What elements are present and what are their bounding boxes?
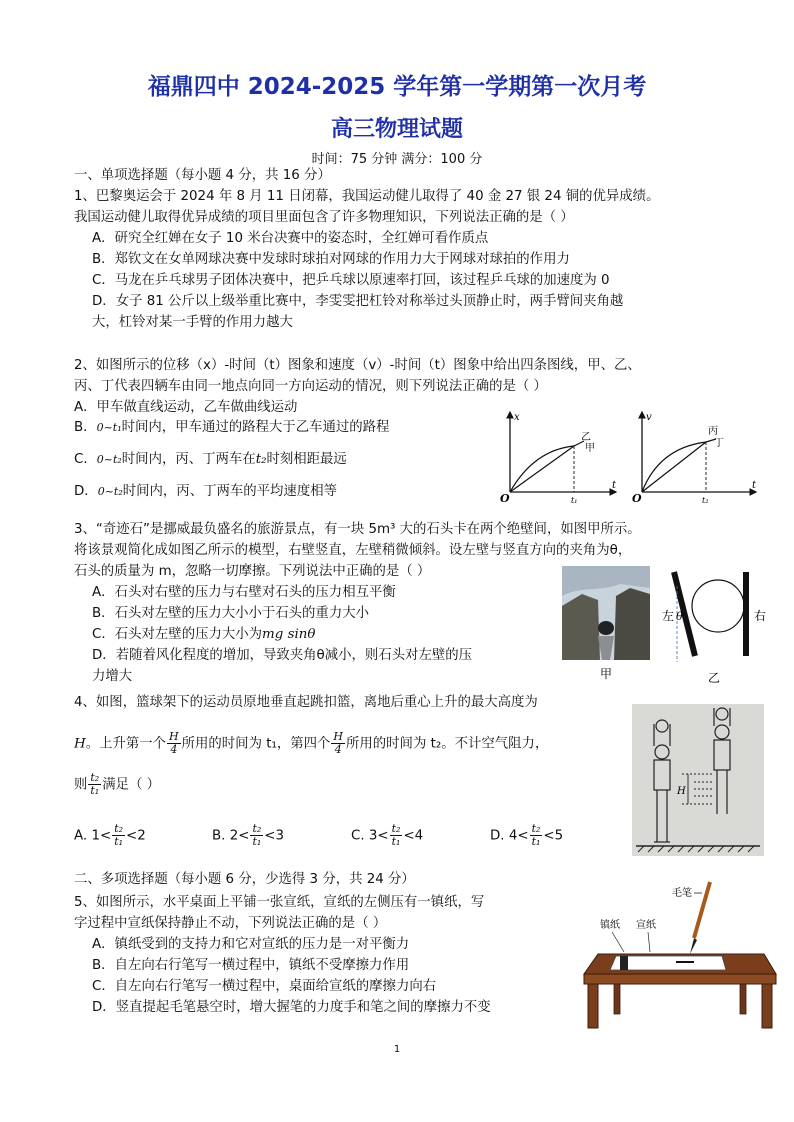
q2-stem-line1: 2、如图所示的位移（x）-时间（t）图象和速度（v）-时间（t）图象中给出四条图线，甲、乙、 <box>74 358 641 373</box>
q4-option-c-pre: C. 3< <box>351 828 389 844</box>
vt-graph <box>632 412 757 504</box>
q2-motion-graphs <box>494 408 774 504</box>
q3-option-c-text: C．石头对左壁的压力大小为 <box>92 627 263 642</box>
q4-basketball-figure <box>632 704 764 856</box>
q1-option-b: B．郑钦文在女单网球决赛中发球时球拍对网球的作用力大于网球对球拍的作用力 <box>92 252 570 267</box>
vt-v-label: v <box>646 412 652 423</box>
q1-option-c: C．马龙在乒乓球男子团体决赛中，把乒乓球以原速率打回，该过程乒乓球的加速度为 0 <box>92 273 610 288</box>
q2-option-c-time: t₂ <box>255 452 267 467</box>
section-multi-choice: 二、多项选择题（每小题 6 分，少选得 3 分，共 24 分） <box>74 872 415 887</box>
q4-option-b <box>212 823 284 848</box>
xt-label-jia: 甲 <box>585 443 595 454</box>
q4-option-d-post: <5 <box>543 828 564 844</box>
xt-label-yi: 乙 <box>581 432 591 443</box>
q2-option-c-range: 0~t₂ <box>96 453 122 466</box>
q3-option-b: B．石头对左壁的压力大小小于石头的重力大小 <box>92 606 369 621</box>
xt-line-jia <box>510 446 574 492</box>
q3-figure <box>560 566 780 684</box>
q4-stem-line2 <box>74 731 548 756</box>
vt-label-ding: 丁 <box>714 438 724 449</box>
q5-table-leg <box>588 984 598 1028</box>
q4-b-num: t₂ <box>252 822 262 835</box>
q4-stem-part-b: 所用的时间为 t₁，第四个 <box>181 736 331 752</box>
vt-t2-label: t₂ <box>702 496 709 504</box>
q4-stem-part-d: 则 <box>74 777 88 793</box>
q4-fraction-h4-first <box>167 731 181 756</box>
q5-paperweight <box>620 956 628 970</box>
q1-option-d-line1: D．女子 81 公斤以上级举重比赛中，李雯雯把杠铃对称举过头顶静止时，两手臂间夹角越 <box>92 294 624 309</box>
page-number: 1 <box>393 1044 401 1055</box>
q4-d-num: t₂ <box>531 822 541 835</box>
q4-option-a <box>74 823 146 848</box>
xt-graph <box>500 412 617 504</box>
q3-label-left: 左 <box>662 609 675 623</box>
xt-origin: O <box>500 492 510 504</box>
q2-option-b-label: B． <box>74 420 97 435</box>
q4-option-b-pre: B. 2< <box>212 828 250 844</box>
q3-stem-line1: 3、“奇迹石”是挪威最负盛名的旅游景点，有一块 5m³ 大的石头卡在两个绝壁间，如图甲所示。 <box>74 522 641 537</box>
q3-photo-jia <box>562 566 650 660</box>
exam-title: 福鼎四中 2024-2025 学年第一学期第一次月考 <box>147 74 647 100</box>
exam-subtitle: 高三物理试题 <box>330 117 463 142</box>
q4-fraction-h4-fourth <box>331 731 345 756</box>
q1-option-a: A．研究全红婵在女子 10 米台决赛中的姿态时，全红婵可看作质点 <box>92 231 489 246</box>
q5-label-paper: 宣纸 <box>636 920 656 931</box>
q4-fig-height-label: H <box>677 786 686 797</box>
q4-ratio-den: t₁ <box>90 784 100 797</box>
q4-frac1-den: 4 <box>170 743 178 756</box>
q4-a-den: t₁ <box>114 835 124 848</box>
q4-frac2-den: 4 <box>334 743 342 756</box>
q2-option-c <box>74 450 347 470</box>
q3-option-c-formula: mg sinθ <box>262 627 316 642</box>
q2-option-b-text: 时间内，甲车通过的路程大于乙车通过的路程 <box>121 420 390 435</box>
q4-option-a-ratio <box>112 823 125 848</box>
q2-option-c-text2: 时刻相距最远 <box>266 452 347 467</box>
q5-stem-line2: 字过程中宣纸保持静止不动，下列说法正确的是（ ） <box>74 916 387 931</box>
vt-line-ding <box>642 442 706 492</box>
q4-frac1-num: H <box>169 730 179 743</box>
q2-option-c-label: C． <box>74 452 97 467</box>
q3-option-d-line1: D．若随着风化程度的增加，导致夹角θ减小，则石头对左壁的压 <box>92 648 473 663</box>
q2-option-a: A．甲车做直线运动，乙车做曲线运动 <box>74 400 298 415</box>
q2-option-c-text1: 时间内，丙、丁两车在 <box>121 452 256 467</box>
q4-stem-line1: 4、如图，篮球架下的运动员原地垂直起跳扣篮，离地后重心上升的最大高度为 <box>74 695 538 710</box>
exam-meta: 时间：75 分钟 满分：100 分 <box>311 152 483 167</box>
q5-option-d: D．竖直提起毛笔悬空时，增大握笔的力度手和笔之间的摩擦力不变 <box>92 1000 491 1015</box>
q4-stem-line3 <box>74 772 160 797</box>
q3-label-theta: θ <box>676 610 683 623</box>
q1-stem-line1: 1、巴黎奥运会于 2024 年 8 月 11 日闭幕，我国运动健儿取得了 40 金 27 银 24 铜的优异成绩。 <box>74 189 660 204</box>
vt-label-bing: 丙 <box>708 426 718 437</box>
q3-stem-line2: 将该景观简化成如图乙所示的模型，右壁竖直，左壁稍微倾斜。设左壁与竖直方向的夹角为θ， <box>74 543 632 558</box>
q2-option-d-label: D． <box>74 484 98 499</box>
q4-option-a-post: <2 <box>126 828 146 844</box>
q4-b-den: t₁ <box>252 835 262 848</box>
q4-d-den: t₁ <box>531 835 541 848</box>
q5-label-weight: 镇纸 <box>600 920 620 931</box>
xt-t-label: t <box>612 480 617 491</box>
q5-option-c: C．自左向右行笔写一横过程中，桌面给宣纸的摩擦力向右 <box>92 979 437 994</box>
q4-option-b-ratio <box>250 823 263 848</box>
xt-t1-label: t₁ <box>571 496 578 504</box>
q2-option-b-range: 0~t₁ <box>96 421 122 434</box>
q3-option-d-line2: 力增大 <box>92 669 133 684</box>
q2-option-d-text: 时间内，丙、丁两车的平均速度相等 <box>122 484 337 499</box>
q3-label-jia: 甲 <box>600 667 613 681</box>
q4-option-d <box>490 823 563 848</box>
q2-option-d <box>74 482 337 502</box>
q3-label-right: 右 <box>754 609 767 623</box>
q4-a-num: t₂ <box>114 822 124 835</box>
q2-option-d-range: 0~t₂ <box>97 485 123 498</box>
vt-origin: O <box>632 492 642 504</box>
q4-stem-part-c: 所用的时间为 t₂。不计空气阻力， <box>346 736 549 752</box>
vt-t-label: t <box>752 480 757 491</box>
q4-option-d-ratio <box>530 823 543 848</box>
q4-option-b-post: <3 <box>264 828 285 844</box>
q4-option-d-pre: D. 4< <box>490 828 529 844</box>
q3-option-c <box>92 625 315 645</box>
q5-table-leg <box>614 984 620 1014</box>
q1-option-d-line2: 大，杠铃对某一手臂的作用力越大 <box>92 315 293 330</box>
q4-c-den: t₁ <box>391 835 401 848</box>
q4-height-symbol: H <box>74 736 86 752</box>
q4-option-c-post: <4 <box>403 828 424 844</box>
q5-option-b: B．自左向右行笔写一横过程中，镇纸不受摩擦力作用 <box>92 958 410 973</box>
q5-table-leg <box>740 984 746 1014</box>
q3-model-yi <box>674 572 746 662</box>
q3-stone <box>692 580 744 632</box>
q5-option-a: A．镇纸受到的支持力和它对宣纸的压力是一对平衡力 <box>92 937 410 952</box>
q2-stem-line2: 丙、丁代表四辆车由同一地点向同一方向运动的情况，则下列说法正确的是（ ） <box>74 379 547 394</box>
section-single-choice: 一、单项选择题（每小题 4 分，共 16 分） <box>74 168 331 183</box>
q3-option-a: A．石头对右壁的压力与右壁对石头的压力相互平衡 <box>92 585 396 600</box>
q2-option-b <box>74 418 389 438</box>
q1-stem-line2: 我国运动健儿取得优异成绩的项目里面包含了许多物理知识，下列说法正确的是（ ） <box>74 210 574 225</box>
q4-stem-part-e: 满足（ ） <box>102 777 161 793</box>
q5-stem-line1: 5、如图所示，水平桌面上平铺一张宣纸，宣纸的左侧压有一镇纸，写 <box>74 895 485 910</box>
q4-option-a-pre: A. 1< <box>74 828 112 844</box>
q3-stem-line3: 石头的质量为 m，忽略一切摩擦。下列说法中正确的是（ ） <box>74 564 431 579</box>
q4-ratio-num: t₂ <box>90 771 100 784</box>
q5-table-leg <box>762 984 772 1028</box>
q4-option-c-ratio <box>390 823 403 848</box>
q4-stem-part-a: 。上升第一个 <box>85 736 167 752</box>
q5-desk-figure <box>576 878 782 1030</box>
q4-frac2-num: H <box>333 730 343 743</box>
q4-c-num: t₂ <box>391 822 401 835</box>
xt-x-label: x <box>514 412 520 423</box>
q4-option-c <box>351 823 423 848</box>
q4-ratio <box>88 772 101 797</box>
q5-label-brush: 毛笔 <box>672 888 692 899</box>
q3-label-yi: 乙 <box>708 671 721 684</box>
